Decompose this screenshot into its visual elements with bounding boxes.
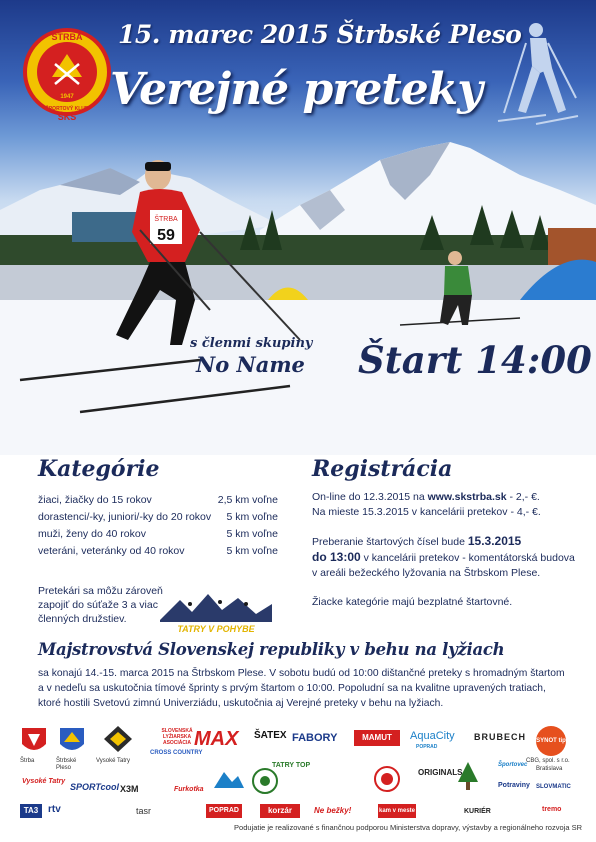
registration-block (312, 490, 582, 610)
vysoke-tatry-crest-icon (102, 724, 134, 754)
sponsor-originals: ORIGINALS (418, 768, 463, 777)
logo-year: 1947 (60, 94, 74, 100)
sponsor-synot: SYNOT tip (536, 726, 566, 756)
sponsor-vysoke-tatry-2: Vysoké Tatry (22, 778, 66, 785)
sponsor-strba: Štrba (20, 758, 35, 764)
event-date: 15. marec 2015 Štrbské Pleso (118, 20, 522, 49)
sponsor-ne-bezky: Ne bežky! (314, 806, 352, 815)
championship-body: sa konajú 14.-15. marca 2015 na Štrbskom Plese. V sobotu budú od 10:00 dištančné preteky s hromadným štartom a v nedeľu sa uskutočnia tímové šprinty s prvým štartom o 10:00. Popoludní sa na kvalitne upravených tratiach, ktoré hostili Svetovú zimnú Univerziádu, uskutočnia aj Verejné preteky v behu na lyžiach. (38, 668, 565, 709)
team-prefix: s členmi skupiny (190, 336, 313, 351)
skier-silhouette-icon (496, 18, 580, 128)
pickup-time: do 13:00 (312, 550, 361, 564)
logo-bottom-text: ŠKŠ (57, 112, 77, 122)
sponsor-poprad: POPRAD (206, 804, 242, 818)
sponsor-sportovec: Športovec (498, 762, 528, 768)
sponsor-tremo: tremo (542, 806, 562, 813)
sponsor-max: MAX (194, 728, 239, 750)
bib-number: 59 (157, 227, 175, 244)
sponsors-area (14, 722, 584, 822)
sponsor-rtv: rtv (48, 804, 61, 815)
website-link[interactable]: www.skstrba.sk (427, 491, 507, 503)
strbske-pleso-crest-icon (58, 726, 86, 756)
sponsor-brubech: BRUBECH (474, 732, 526, 742)
mountain-logo-icon (214, 768, 244, 788)
sponsor-potraviny: Potraviny (498, 782, 530, 789)
tatry-v-pohybe-logo (160, 590, 272, 634)
sponsor-sla: SLOVENSKÁ LYŽIARSKA ASOCIÁCIA (161, 728, 193, 746)
round-emblem-icon (252, 768, 278, 794)
bib-top: ŠTRBA (154, 216, 178, 223)
category-distance: 5 km voľne (226, 528, 278, 540)
onsite-fee: Na mieste 15.3.2015 v kancelárii pretekov - 4,- €. (312, 506, 541, 518)
sponsor-fabory: FABORY (292, 732, 338, 744)
category-label: muži, ženy do 40 rokov (38, 528, 146, 540)
logo-ring-text: ŠPORTOVÝ KLUB (45, 106, 89, 112)
sponsor-mamut: MAMUT (354, 730, 400, 746)
category-distance: 5 km voľne (226, 511, 278, 523)
red-emblem-icon (374, 766, 400, 792)
sponsor-tatry-top: TATRY TOP (272, 762, 311, 769)
sponsor-kam-v-meste: kam v meste (378, 804, 416, 818)
online-prefix: On-line do 12.3.2015 na (312, 491, 428, 503)
sponsor-cbg-city: Bratislava (536, 766, 563, 772)
sponsor-cross-country: CROSS COUNTRY (150, 750, 203, 756)
sponsor-korzar: korzár (260, 804, 300, 818)
team-name: No Name (196, 352, 305, 377)
categories-heading: Kategórie (38, 456, 160, 482)
sponsor-satex: ŠATEX (254, 730, 287, 741)
event-title: Verejné preteky (110, 64, 482, 115)
sponsor-tasr: tasr (136, 806, 152, 816)
sponsor-cbg: CBG, spol. s r.o. (526, 758, 570, 764)
pickup-prefix: Preberanie štartových čísel bude (312, 536, 468, 548)
sponsor-aquacity-sub: POPRAD (416, 744, 438, 750)
category-row (38, 543, 278, 560)
start-time: Štart 14:00 (358, 338, 592, 382)
sponsor-strbske-pleso: Štrbské Pleso (56, 758, 77, 771)
tatry-logo-text: TATRY V POHYBE (177, 624, 255, 634)
category-distance: 5 km voľne (226, 545, 278, 557)
registration-heading: Registrácia (312, 456, 453, 482)
sponsor-furkotka: Furkotka (174, 786, 204, 793)
sponsor-x3m: X3M (120, 784, 139, 794)
sponsor-slovmatic: SLOVMATIC (536, 784, 571, 790)
online-fee: - 2,- €. (506, 491, 540, 503)
footer-note: Podujatie je realizované s finančnou podporou Ministerstva dopravy, výstavby a regionálneho rozvoja SR (234, 823, 582, 832)
club-logo (22, 22, 112, 122)
sponsor-aquacity: AquaCity (410, 730, 455, 742)
sponsor-sportcool: SPORTcool (70, 782, 120, 792)
categories-table (38, 492, 278, 560)
team-competition-note: Pretekári sa môžu zároveň zapojiť do súťaže 3 a viac členných družstiev. (38, 585, 163, 625)
sponsor-kurier: KURIÉR (464, 808, 491, 815)
category-label: dorastenci/-ky, juniori/-ky do 20 rokov (38, 511, 212, 523)
category-label: veteráni, veteránky od 40 rokov (38, 545, 185, 557)
pickup-date: 15.3.2015 (467, 534, 522, 548)
sponsor-vysoke-tatry: Vysoké Tatry (96, 758, 131, 764)
category-label: žiaci, žiačky do 15 rokov (38, 494, 152, 506)
category-row (38, 526, 278, 543)
tree-icon (458, 762, 478, 790)
category-row (38, 509, 278, 526)
category-row (38, 492, 278, 509)
strba-crest-icon (20, 726, 48, 756)
free-entry-note: Žiacke kategórie majú bezplatné štartovné. (312, 596, 513, 608)
sponsor-ta3: TA3 (20, 804, 42, 818)
championship-heading: Majstrovstvá Slovenskej republiky v behu na lyžiach (38, 640, 505, 659)
category-distance: 2,5 km voľne (217, 494, 278, 506)
pickup-location: v kancelárii pretekov - komentátorská budova v areáli bežeckého lyžovania na Štrbskom Plese. (312, 552, 575, 579)
logo-top-text: ŠTRBA (51, 32, 83, 42)
